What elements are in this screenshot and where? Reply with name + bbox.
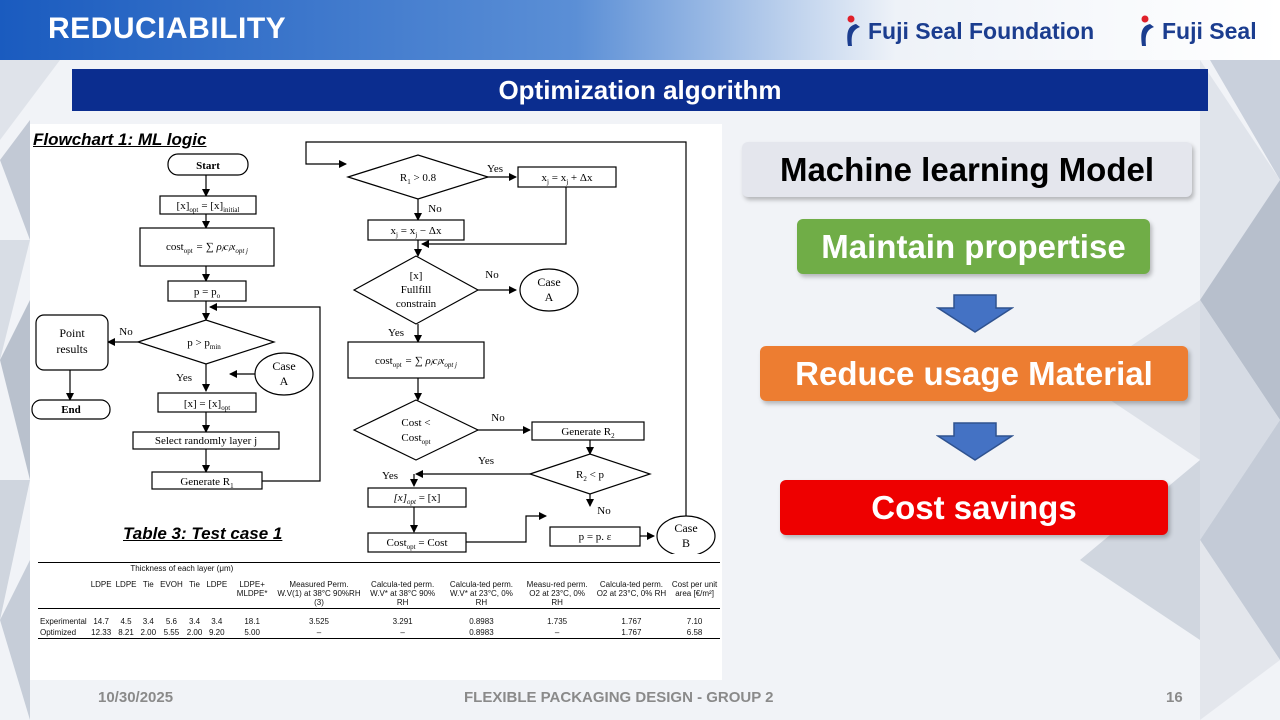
x-opt-assign-label: $[x]_{opt} = [x]$	[393, 492, 441, 506]
r1-check-yes: Yes	[486, 163, 504, 175]
point-results-line1: Point	[59, 326, 85, 340]
case-a-right-line1: Case	[537, 275, 561, 289]
table-cell: 8.21	[114, 627, 139, 639]
cost-check-yes: Yes	[381, 470, 399, 482]
fulfill-line1: [x]	[409, 270, 423, 282]
table-cell: 1.767	[594, 627, 670, 639]
slide-title: REDUCIABILITY	[48, 12, 287, 45]
table-cell: –	[275, 627, 363, 639]
table-cell: 18.1	[229, 609, 275, 628]
table-row-label: Experimental	[38, 609, 89, 628]
r2-check-label: $R_2 < p$	[575, 469, 605, 483]
case-a-left-line2: A	[279, 374, 289, 388]
table-cell: 5.55	[158, 627, 185, 639]
table-column-header: LDPE	[115, 580, 137, 589]
table-cell: 3.4	[139, 609, 159, 628]
fulfill-no: No	[485, 269, 499, 281]
table-caption: Table 3: Test case 1	[123, 524, 283, 543]
table-cell: 12.33	[89, 627, 114, 639]
footer-title: FLEXIBLE PACKAGING DESIGN - GROUP 2	[464, 689, 774, 706]
table-cell: 3.291	[363, 609, 442, 628]
generate-r2-label: Generate $R_2$	[561, 426, 615, 440]
table-column-header: Tie	[142, 580, 154, 589]
table-column-header: Calcula-ted perm. W.V* at 38°C 90% RH	[370, 580, 436, 607]
section-banner	[72, 69, 1208, 111]
table-row	[38, 627, 720, 639]
case-b-line1: Case	[674, 521, 698, 535]
r1-check-no: No	[428, 203, 442, 215]
table-row	[38, 609, 720, 628]
fulfill-yes: Yes	[387, 327, 405, 339]
init-label: $[x]_{opt} = [x]_{initial}$	[176, 200, 240, 214]
down-arrow-icon	[936, 422, 1014, 462]
page-number: 16	[1166, 689, 1183, 706]
p-update-label: p = p. ε	[578, 531, 612, 543]
down-arrow-icon	[936, 294, 1014, 334]
flowchart-shapes	[32, 154, 715, 554]
table-cell: 2.00	[140, 628, 157, 637]
table-column-header: Measu-red perm. O2 at 23°C, 0% RH	[526, 580, 588, 607]
table-group-header: Thickness of each layer (μm)	[89, 563, 275, 575]
end-label: End	[61, 404, 81, 416]
cost-init-label: cost$_{opt}$ = ∑ ρⱼcⱼx$_{opt j}$	[166, 241, 248, 255]
p-check-yes: Yes	[175, 372, 193, 384]
company-logo-text: Fuji Seal	[1162, 17, 1257, 44]
table-cell: 14.7	[89, 609, 114, 628]
generate-r1-label: Generate $R_1$	[180, 476, 234, 490]
table-cell: 2.00	[186, 628, 203, 637]
table-cell: 3.4	[204, 609, 229, 628]
table-column-header: LDPE	[206, 580, 228, 589]
table-column-header: LDPE+ MLDPE*	[236, 580, 268, 598]
flowchart-caption: Flowchart 1: ML logic	[33, 130, 207, 149]
footer-date: 10/30/2025	[98, 689, 174, 706]
xj-minus-label: $x_j = x_j - \Delta x$	[390, 225, 442, 239]
table-cell: 6.58	[669, 627, 720, 639]
table-column-header: Tie	[189, 580, 200, 589]
table-row-label: Optimized	[38, 627, 89, 639]
table-cell: 5.00	[229, 627, 275, 639]
step-machine-learning-model: Machine learning Model	[742, 142, 1192, 197]
table-cell: 9.20	[204, 627, 229, 639]
fulfill-line2: Fullfill	[400, 284, 432, 296]
flowchart	[30, 124, 722, 554]
point-results-line2: results	[56, 342, 88, 356]
foundation-logo-text: Fuji Seal Foundation	[868, 17, 1095, 44]
case-a-right-line2: A	[544, 290, 554, 304]
step-reduce-material: Reduce usage Material	[760, 346, 1188, 401]
fuji-seal-logo	[1136, 14, 1257, 48]
table-cell: 0.8983	[442, 627, 520, 639]
cost-check-line2: Cost$_{opt}$	[401, 432, 431, 446]
table-cell: 3.4	[185, 609, 205, 628]
table-column-header: EVOH	[160, 580, 183, 589]
table-column-header: Calcula-ted perm. W.V* at 23°C, 0% RH	[449, 580, 513, 607]
table-column-header: Cost per unit area [€/m²]	[671, 580, 718, 598]
table-cell: 5.6	[158, 609, 185, 628]
table-cell: 1.735	[521, 609, 594, 628]
fuji-seal-foundation-logo	[842, 14, 1094, 48]
p-init-label: $p = p_o$	[193, 286, 221, 300]
test-case-table	[38, 562, 720, 639]
r2-check-no: No	[597, 505, 611, 517]
cost-check-diamond	[354, 400, 478, 460]
r2-check-yes: Yes	[477, 455, 495, 467]
step-cost-savings: Cost savings	[780, 480, 1168, 535]
case-b-line2: B	[681, 536, 691, 550]
x-assign-label: $[x] = [x]_{opt}$	[183, 398, 231, 412]
table-cell: 0.8983	[442, 609, 520, 628]
table-cell: 4.5	[114, 609, 139, 628]
table-cell: 1.767	[594, 609, 670, 628]
case-a-left-line1: Case	[272, 359, 296, 373]
table-cell: 7.10	[669, 609, 720, 628]
step-maintain-properties: Maintain propertise	[797, 219, 1150, 274]
table-column-header: Measured Perm. W.V(1) at 38°C 90%RH (3)	[277, 580, 361, 607]
fulfill-line3: constrain	[395, 298, 437, 310]
cost-opt-assign-label: Cost$_{opt}$ = Cost	[386, 537, 448, 551]
fuji-seal-mark-icon	[1136, 14, 1158, 48]
table-column-header: Calcula-ted perm. O2 at 23°C, 0% RH	[596, 580, 667, 598]
cost-check-line1: Cost <	[401, 417, 431, 429]
start-label: Start	[196, 160, 220, 172]
fuji-seal-mark-icon	[842, 14, 864, 48]
r1-check-label: $R_1 > 0.8$	[399, 172, 437, 186]
cost-eval-label: cost$_{opt}$ = ∑ ρⱼcⱼx$_{opt j}$	[375, 355, 457, 369]
banner-title: Optimization algorithm	[498, 74, 782, 105]
table-column-header: LDPE	[90, 580, 112, 589]
select-layer-label: Select randomly layer j	[154, 435, 258, 447]
header-bar	[0, 0, 1280, 60]
p-check-no: No	[119, 326, 133, 338]
cost-check-no: No	[491, 412, 505, 424]
p-check-label: $p > p_{min}$	[187, 337, 221, 351]
table-column-headers	[38, 574, 720, 609]
xj-plus-label: $x_j = x_j + \Delta x$	[541, 172, 593, 186]
table-cell: –	[363, 627, 442, 639]
table-body	[38, 609, 720, 639]
table-cell: –	[521, 627, 594, 639]
table-cell: 3.525	[275, 609, 363, 628]
table-group-header-row	[38, 563, 720, 575]
